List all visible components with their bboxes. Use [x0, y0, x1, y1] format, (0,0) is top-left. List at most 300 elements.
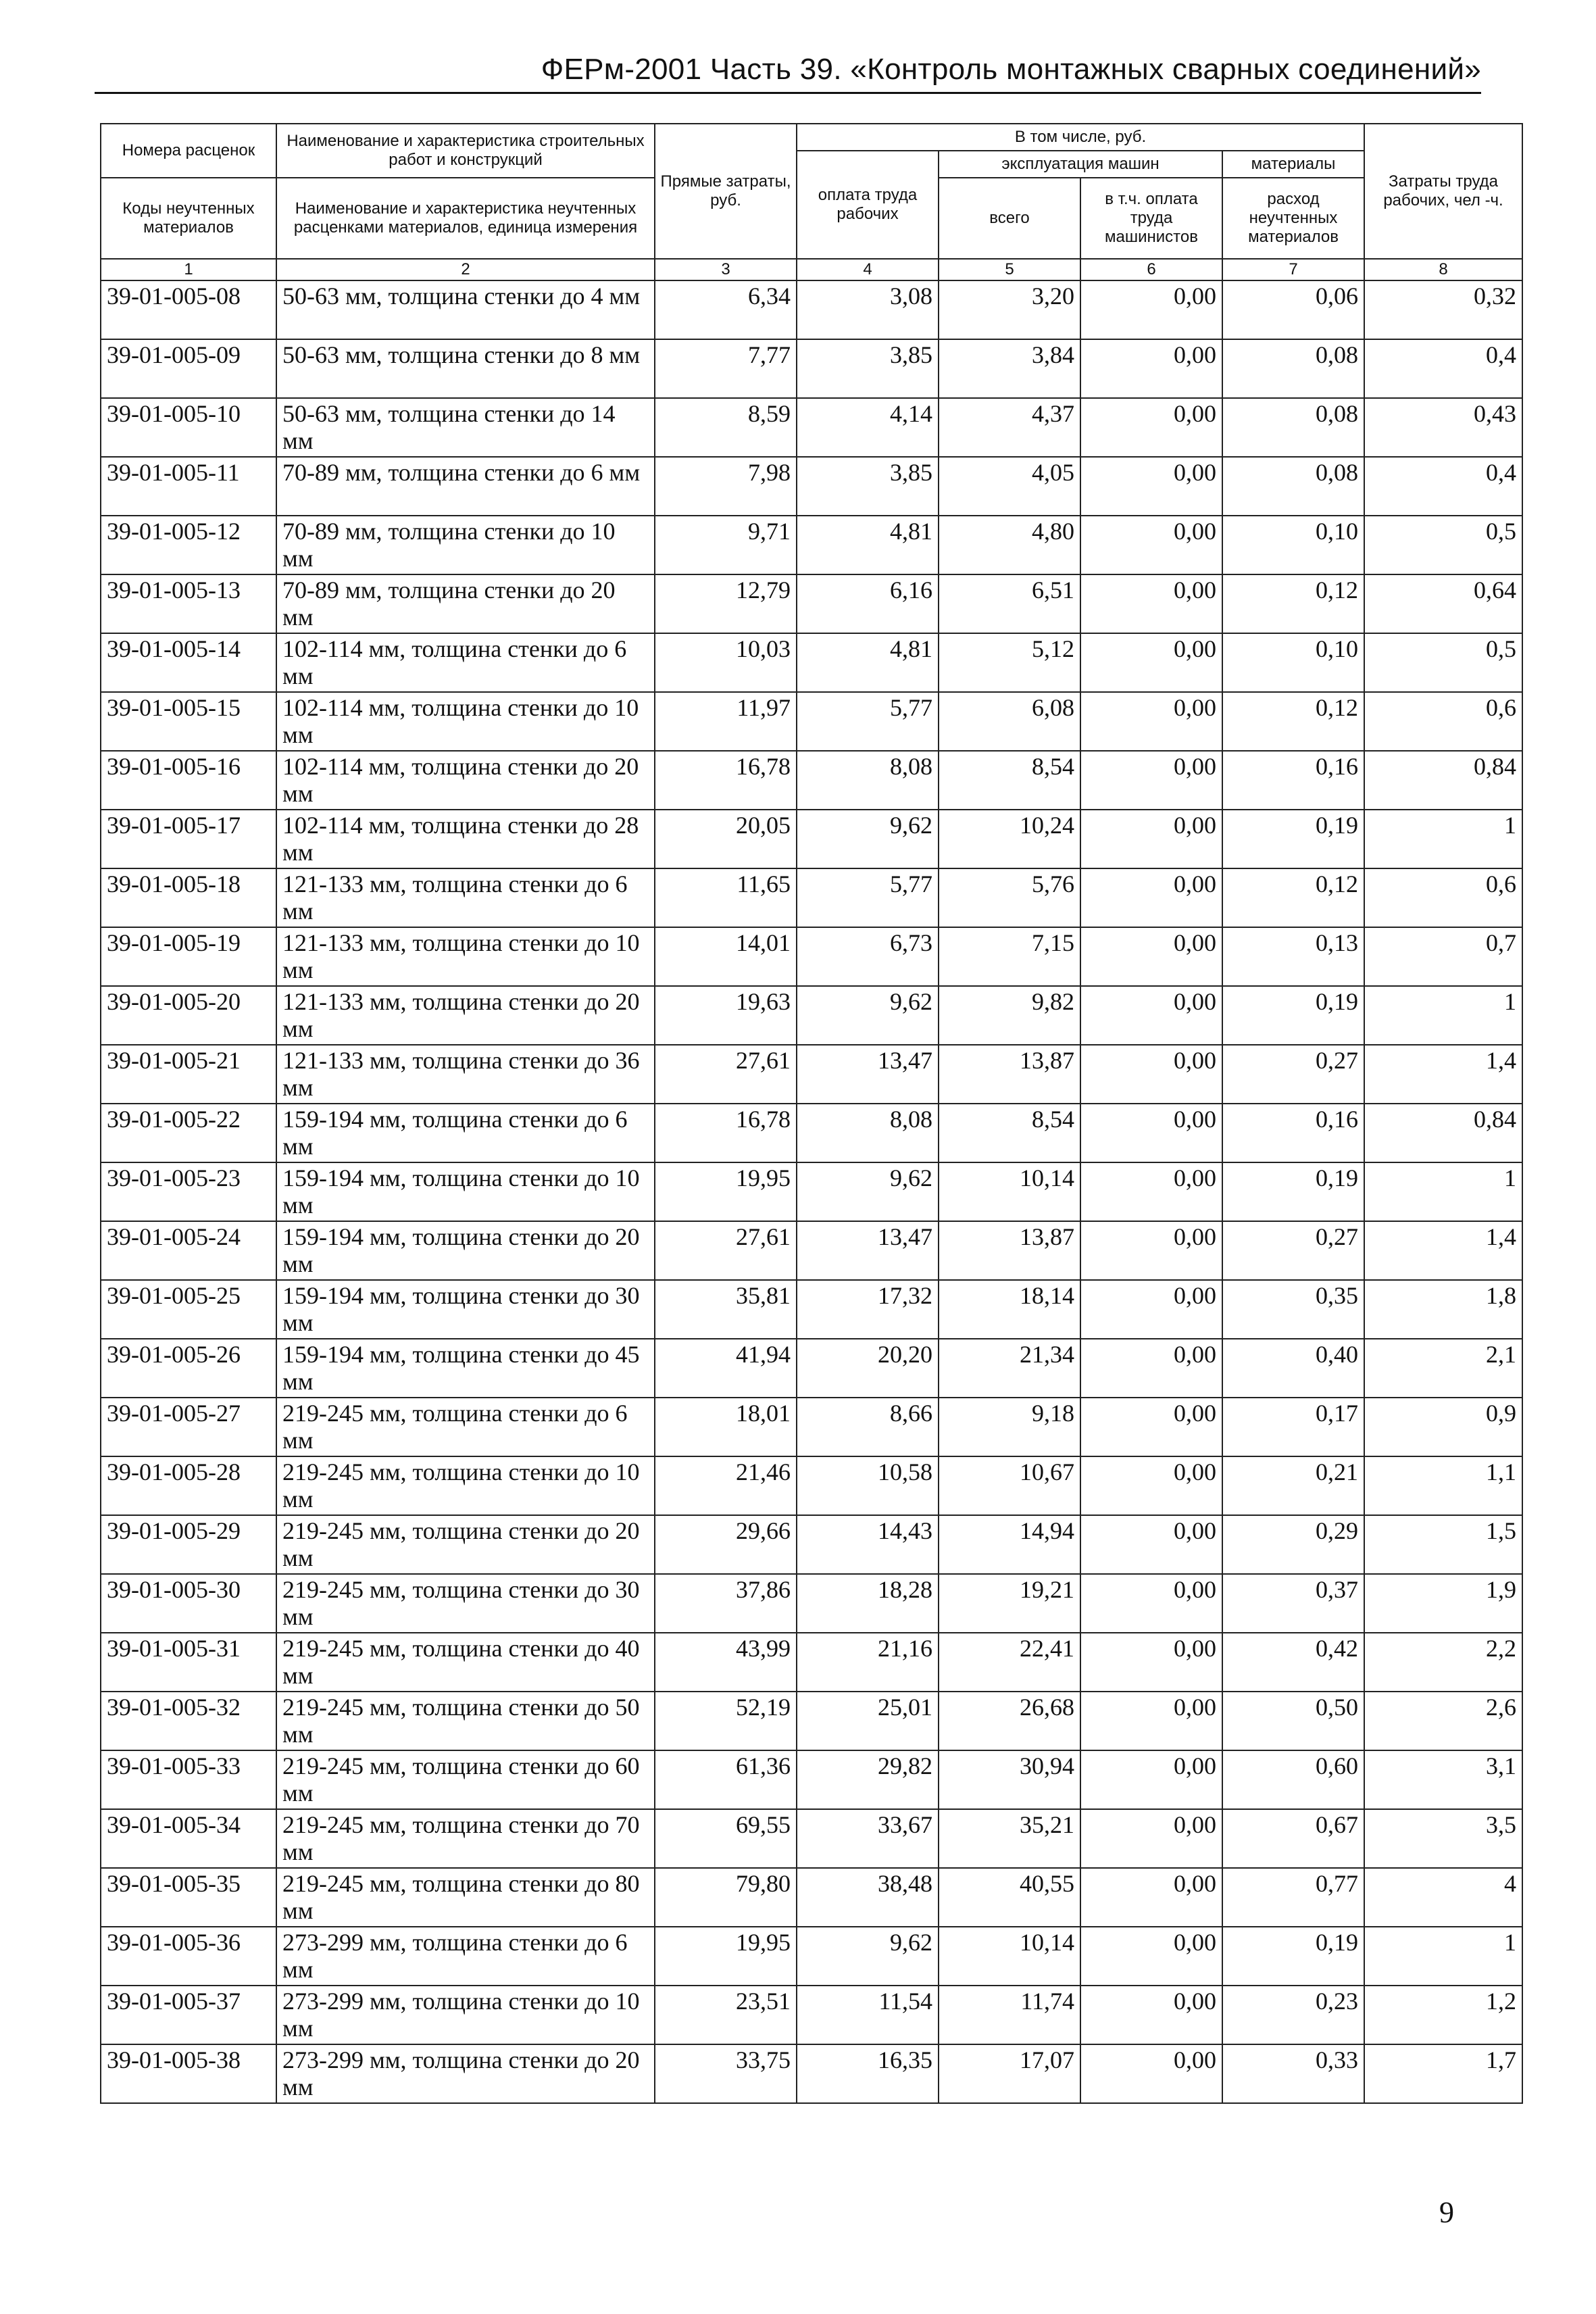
table-row [101, 1456, 1522, 1515]
direct-costs-cell: 11,97 [655, 692, 797, 751]
labor-costs-cell: 0,5 [1364, 516, 1522, 574]
work-description-cell: 219-245 мм, толщина стенки до 80 мм [276, 1868, 655, 1927]
column-number: 4 [797, 259, 939, 280]
worker-pay-cell: 18,28 [797, 1574, 939, 1633]
labor-costs-cell: 1 [1364, 1162, 1522, 1221]
materials-cell: 0,10 [1222, 516, 1364, 574]
operator-pay-cell: 0,00 [1080, 339, 1222, 398]
table-row [101, 868, 1522, 927]
machine-total-cell: 10,14 [939, 1927, 1080, 1986]
worker-pay-cell: 4,14 [797, 398, 939, 457]
labor-costs-cell: 1,4 [1364, 1221, 1522, 1280]
work-description-cell: 219-245 мм, толщина стенки до 50 мм [276, 1692, 655, 1750]
rate-code-cell: 39-01-005-12 [101, 516, 276, 574]
labor-costs-cell: 0,6 [1364, 692, 1522, 751]
table-row [101, 1750, 1522, 1809]
machine-total-cell: 3,84 [939, 339, 1080, 398]
materials-cell: 0,37 [1222, 1574, 1364, 1633]
labor-costs-cell: 1,5 [1364, 1515, 1522, 1574]
machine-total-cell: 13,87 [939, 1045, 1080, 1104]
rate-code-cell: 39-01-005-17 [101, 810, 276, 868]
direct-costs-cell: 37,86 [655, 1574, 797, 1633]
direct-costs-cell: 19,95 [655, 1162, 797, 1221]
machine-total-cell: 5,76 [939, 868, 1080, 927]
column-number: 7 [1222, 259, 1364, 280]
worker-pay-cell: 9,62 [797, 986, 939, 1045]
work-description-cell: 50-63 мм, толщина стенки до 14 мм [276, 398, 655, 457]
labor-costs-cell: 1 [1364, 986, 1522, 1045]
materials-cell: 0,67 [1222, 1809, 1364, 1868]
header-operator-pay: в т.ч. оплата труда машинистов [1080, 178, 1222, 259]
rate-code-cell: 39-01-005-27 [101, 1398, 276, 1456]
machine-total-cell: 21,34 [939, 1339, 1080, 1398]
machine-total-cell: 17,07 [939, 2044, 1080, 2103]
header-work-name: Наименование и характеристика строительных работ и конструкций [276, 124, 655, 178]
worker-pay-cell: 9,62 [797, 1927, 939, 1986]
direct-costs-cell: 33,75 [655, 2044, 797, 2103]
materials-cell: 0,42 [1222, 1633, 1364, 1692]
worker-pay-cell: 14,43 [797, 1515, 939, 1574]
materials-cell: 0,19 [1222, 1162, 1364, 1221]
operator-pay-cell: 0,00 [1080, 1692, 1222, 1750]
operator-pay-cell: 0,00 [1080, 1574, 1222, 1633]
work-description-cell: 219-245 мм, толщина стенки до 30 мм [276, 1574, 655, 1633]
operator-pay-cell: 0,00 [1080, 516, 1222, 574]
work-description-cell: 121-133 мм, толщина стенки до 36 мм [276, 1045, 655, 1104]
materials-cell: 0,60 [1222, 1750, 1364, 1809]
work-description-cell: 219-245 мм, толщина стенки до 10 мм [276, 1456, 655, 1515]
direct-costs-cell: 43,99 [655, 1633, 797, 1692]
column-number: 3 [655, 259, 797, 280]
materials-cell: 0,08 [1222, 398, 1364, 457]
column-number: 1 [101, 259, 276, 280]
materials-cell: 0,19 [1222, 810, 1364, 868]
column-number: 2 [276, 259, 655, 280]
table-row [101, 1868, 1522, 1927]
worker-pay-cell: 9,62 [797, 1162, 939, 1221]
column-number: 8 [1364, 259, 1522, 280]
labor-costs-cell: 0,84 [1364, 751, 1522, 810]
machine-total-cell: 5,12 [939, 633, 1080, 692]
work-description-cell: 273-299 мм, толщина стенки до 6 мм [276, 1927, 655, 1986]
direct-costs-cell: 19,63 [655, 986, 797, 1045]
work-description-cell: 159-194 мм, толщина стенки до 20 мм [276, 1221, 655, 1280]
column-number: 5 [939, 259, 1080, 280]
labor-costs-cell: 3,1 [1364, 1750, 1522, 1809]
machine-total-cell: 19,21 [939, 1574, 1080, 1633]
direct-costs-cell: 10,03 [655, 633, 797, 692]
operator-pay-cell: 0,00 [1080, 1927, 1222, 1986]
direct-costs-cell: 27,61 [655, 1045, 797, 1104]
header-worker-pay: оплата труда рабочих [797, 151, 939, 259]
table-row [101, 1045, 1522, 1104]
operator-pay-cell: 0,00 [1080, 1339, 1222, 1398]
rate-code-cell: 39-01-005-22 [101, 1104, 276, 1162]
rate-code-cell: 39-01-005-21 [101, 1045, 276, 1104]
work-description-cell: 159-194 мм, толщина стенки до 30 мм [276, 1280, 655, 1339]
header-material-codes: Коды неучтенных материалов [101, 178, 276, 259]
worker-pay-cell: 11,54 [797, 1986, 939, 2044]
worker-pay-cell: 3,85 [797, 339, 939, 398]
materials-cell: 0,06 [1222, 280, 1364, 339]
labor-costs-cell: 1,2 [1364, 1986, 1522, 2044]
operator-pay-cell: 0,00 [1080, 1104, 1222, 1162]
worker-pay-cell: 8,08 [797, 1104, 939, 1162]
materials-cell: 0,40 [1222, 1339, 1364, 1398]
rate-code-cell: 39-01-005-28 [101, 1456, 276, 1515]
table-row [101, 1633, 1522, 1692]
operator-pay-cell: 0,00 [1080, 1398, 1222, 1456]
labor-costs-cell: 1 [1364, 1927, 1522, 1986]
direct-costs-cell: 79,80 [655, 1868, 797, 1927]
header-machine-operation: эксплуатация машин [939, 151, 1222, 178]
worker-pay-cell: 21,16 [797, 1633, 939, 1692]
materials-cell: 0,16 [1222, 751, 1364, 810]
work-description-cell: 159-194 мм, толщина стенки до 6 мм [276, 1104, 655, 1162]
rate-code-cell: 39-01-005-20 [101, 986, 276, 1045]
operator-pay-cell: 0,00 [1080, 457, 1222, 516]
labor-costs-cell: 1,1 [1364, 1456, 1522, 1515]
labor-costs-cell: 0,5 [1364, 633, 1522, 692]
rate-code-cell: 39-01-005-15 [101, 692, 276, 751]
machine-total-cell: 6,51 [939, 574, 1080, 633]
operator-pay-cell: 0,00 [1080, 1045, 1222, 1104]
operator-pay-cell: 0,00 [1080, 398, 1222, 457]
machine-total-cell: 4,80 [939, 516, 1080, 574]
direct-costs-cell: 21,46 [655, 1456, 797, 1515]
worker-pay-cell: 17,32 [797, 1280, 939, 1339]
machine-total-cell: 8,54 [939, 1104, 1080, 1162]
operator-pay-cell: 0,00 [1080, 868, 1222, 927]
labor-costs-cell: 2,6 [1364, 1692, 1522, 1750]
labor-costs-cell: 0,9 [1364, 1398, 1522, 1456]
direct-costs-cell: 14,01 [655, 927, 797, 986]
machine-total-cell: 30,94 [939, 1750, 1080, 1809]
worker-pay-cell: 5,77 [797, 868, 939, 927]
worker-pay-cell: 3,08 [797, 280, 939, 339]
materials-cell: 0,10 [1222, 633, 1364, 692]
work-description-cell: 159-194 мм, толщина стенки до 10 мм [276, 1162, 655, 1221]
work-description-cell: 219-245 мм, толщина стенки до 40 мм [276, 1633, 655, 1692]
operator-pay-cell: 0,00 [1080, 280, 1222, 339]
worker-pay-cell: 29,82 [797, 1750, 939, 1809]
table-row [101, 574, 1522, 633]
rate-code-cell: 39-01-005-25 [101, 1280, 276, 1339]
worker-pay-cell: 4,81 [797, 633, 939, 692]
work-description-cell: 121-133 мм, толщина стенки до 6 мм [276, 868, 655, 927]
direct-costs-cell: 7,77 [655, 339, 797, 398]
worker-pay-cell: 13,47 [797, 1221, 939, 1280]
operator-pay-cell: 0,00 [1080, 1986, 1222, 2044]
machine-total-cell: 7,15 [939, 927, 1080, 986]
direct-costs-cell: 6,34 [655, 280, 797, 339]
table-row [101, 1515, 1522, 1574]
table-row [101, 810, 1522, 868]
work-description-cell: 219-245 мм, толщина стенки до 20 мм [276, 1515, 655, 1574]
work-description-cell: 102-114 мм, толщина стенки до 28 мм [276, 810, 655, 868]
operator-pay-cell: 0,00 [1080, 1809, 1222, 1868]
machine-total-cell: 13,87 [939, 1221, 1080, 1280]
table-row [101, 1398, 1522, 1456]
labor-costs-cell: 1,4 [1364, 1045, 1522, 1104]
labor-costs-cell: 0,43 [1364, 398, 1522, 457]
rate-code-cell: 39-01-005-23 [101, 1162, 276, 1221]
rate-code-cell: 39-01-005-08 [101, 280, 276, 339]
rate-code-cell: 39-01-005-30 [101, 1574, 276, 1633]
machine-total-cell: 3,20 [939, 280, 1080, 339]
worker-pay-cell: 9,62 [797, 810, 939, 868]
materials-cell: 0,19 [1222, 986, 1364, 1045]
work-description-cell: 102-114 мм, толщина стенки до 20 мм [276, 751, 655, 810]
work-description-cell: 273-299 мм, толщина стенки до 20 мм [276, 2044, 655, 2103]
rate-code-cell: 39-01-005-31 [101, 1633, 276, 1692]
rate-code-cell: 39-01-005-16 [101, 751, 276, 810]
table-row [101, 1221, 1522, 1280]
table-row [101, 398, 1522, 457]
header-rate-number: Номера расценок [101, 124, 276, 178]
worker-pay-cell: 25,01 [797, 1692, 939, 1750]
operator-pay-cell: 0,00 [1080, 1750, 1222, 1809]
materials-cell: 0,12 [1222, 868, 1364, 927]
operator-pay-cell: 0,00 [1080, 1280, 1222, 1339]
machine-total-cell: 4,37 [939, 398, 1080, 457]
work-description-cell: 50-63 мм, толщина стенки до 4 мм [276, 280, 655, 339]
rate-code-cell: 39-01-005-33 [101, 1750, 276, 1809]
machine-total-cell: 11,74 [939, 1986, 1080, 2044]
operator-pay-cell: 0,00 [1080, 633, 1222, 692]
header-unaccounted-materials: расход неучтенных материалов [1222, 178, 1364, 259]
worker-pay-cell: 5,77 [797, 692, 939, 751]
work-description-cell: 102-114 мм, толщина стенки до 6 мм [276, 633, 655, 692]
operator-pay-cell: 0,00 [1080, 810, 1222, 868]
work-description-cell: 219-245 мм, толщина стенки до 6 мм [276, 1398, 655, 1456]
operator-pay-cell: 0,00 [1080, 1221, 1222, 1280]
rate-code-cell: 39-01-005-36 [101, 1927, 276, 1986]
page-title: ФЕРм-2001 Часть 39. «Контроль монтажных сварных соединений» [541, 53, 1481, 86]
labor-costs-cell: 1,7 [1364, 2044, 1522, 2103]
table-row [101, 986, 1522, 1045]
materials-cell: 0,35 [1222, 1280, 1364, 1339]
worker-pay-cell: 38,48 [797, 1868, 939, 1927]
operator-pay-cell: 0,00 [1080, 692, 1222, 751]
worker-pay-cell: 20,20 [797, 1339, 939, 1398]
machine-total-cell: 26,68 [939, 1692, 1080, 1750]
operator-pay-cell: 0,00 [1080, 1633, 1222, 1692]
machine-total-cell: 4,05 [939, 457, 1080, 516]
column-number: 6 [1080, 259, 1222, 280]
work-description-cell: 70-89 мм, толщина стенки до 6 мм [276, 457, 655, 516]
work-description-cell: 219-245 мм, толщина стенки до 60 мм [276, 1750, 655, 1809]
worker-pay-cell: 8,08 [797, 751, 939, 810]
table-row [101, 1162, 1522, 1221]
materials-cell: 0,08 [1222, 339, 1364, 398]
labor-costs-cell: 2,2 [1364, 1633, 1522, 1692]
operator-pay-cell: 0,00 [1080, 1162, 1222, 1221]
worker-pay-cell: 3,85 [797, 457, 939, 516]
work-description-cell: 121-133 мм, толщина стенки до 10 мм [276, 927, 655, 986]
table-row [101, 633, 1522, 692]
machine-total-cell: 9,18 [939, 1398, 1080, 1456]
materials-cell: 0,13 [1222, 927, 1364, 986]
rate-code-cell: 39-01-005-34 [101, 1809, 276, 1868]
table-row [101, 280, 1522, 339]
table-row [101, 2044, 1522, 2103]
table-row [101, 1574, 1522, 1633]
machine-total-cell: 6,08 [939, 692, 1080, 751]
rate-code-cell: 39-01-005-10 [101, 398, 276, 457]
direct-costs-cell: 8,59 [655, 398, 797, 457]
work-description-cell: 102-114 мм, толщина стенки до 10 мм [276, 692, 655, 751]
direct-costs-cell: 12,79 [655, 574, 797, 633]
materials-cell: 0,12 [1222, 692, 1364, 751]
header-direct-costs: Прямые затраты, руб. [655, 124, 797, 259]
operator-pay-cell: 0,00 [1080, 1515, 1222, 1574]
direct-costs-cell: 16,78 [655, 1104, 797, 1162]
direct-costs-cell: 19,95 [655, 1927, 797, 1986]
operator-pay-cell: 0,00 [1080, 1868, 1222, 1927]
worker-pay-cell: 10,58 [797, 1456, 939, 1515]
rate-code-cell: 39-01-005-13 [101, 574, 276, 633]
table-row [101, 516, 1522, 574]
machine-total-cell: 35,21 [939, 1809, 1080, 1868]
direct-costs-cell: 16,78 [655, 751, 797, 810]
labor-costs-cell: 4 [1364, 1868, 1522, 1927]
labor-costs-cell: 0,4 [1364, 457, 1522, 516]
rate-code-cell: 39-01-005-19 [101, 927, 276, 986]
materials-cell: 0,08 [1222, 457, 1364, 516]
materials-cell: 0,29 [1222, 1515, 1364, 1574]
worker-pay-cell: 33,67 [797, 1809, 939, 1868]
materials-cell: 0,17 [1222, 1398, 1364, 1456]
materials-cell: 0,77 [1222, 1868, 1364, 1927]
operator-pay-cell: 0,00 [1080, 927, 1222, 986]
rate-code-cell: 39-01-005-32 [101, 1692, 276, 1750]
worker-pay-cell: 4,81 [797, 516, 939, 574]
table-row [101, 1986, 1522, 2044]
worker-pay-cell: 8,66 [797, 1398, 939, 1456]
labor-costs-cell: 1,8 [1364, 1280, 1522, 1339]
rate-code-cell: 39-01-005-35 [101, 1868, 276, 1927]
worker-pay-cell: 6,16 [797, 574, 939, 633]
work-description-cell: 159-194 мм, толщина стенки до 45 мм [276, 1339, 655, 1398]
work-description-cell: 70-89 мм, толщина стенки до 10 мм [276, 516, 655, 574]
machine-total-cell: 8,54 [939, 751, 1080, 810]
table-row [101, 1927, 1522, 1986]
labor-costs-cell: 0,32 [1364, 280, 1522, 339]
table-row [101, 1809, 1522, 1868]
labor-costs-cell: 0,64 [1364, 574, 1522, 633]
materials-cell: 0,16 [1222, 1104, 1364, 1162]
materials-cell: 0,19 [1222, 1927, 1364, 1986]
rates-table [100, 123, 1523, 2104]
header-including: В том числе, руб. [797, 124, 1364, 151]
labor-costs-cell: 0,4 [1364, 339, 1522, 398]
page-number: 9 [1439, 2196, 1454, 2229]
work-description-cell: 219-245 мм, толщина стенки до 70 мм [276, 1809, 655, 1868]
header-labor-costs: Затраты труда рабочих, чел -ч. [1364, 124, 1522, 259]
worker-pay-cell: 13,47 [797, 1045, 939, 1104]
direct-costs-cell: 11,65 [655, 868, 797, 927]
labor-costs-cell: 0,7 [1364, 927, 1522, 986]
labor-costs-cell: 3,5 [1364, 1809, 1522, 1868]
machine-total-cell: 14,94 [939, 1515, 1080, 1574]
machine-total-cell: 22,41 [939, 1633, 1080, 1692]
labor-costs-cell: 0,6 [1364, 868, 1522, 927]
operator-pay-cell: 0,00 [1080, 1456, 1222, 1515]
materials-cell: 0,33 [1222, 2044, 1364, 2103]
rate-code-cell: 39-01-005-26 [101, 1339, 276, 1398]
title-rule [95, 92, 1481, 94]
work-description-cell: 121-133 мм, толщина стенки до 20 мм [276, 986, 655, 1045]
rate-code-cell: 39-01-005-11 [101, 457, 276, 516]
table-row [101, 1692, 1522, 1750]
materials-cell: 0,27 [1222, 1045, 1364, 1104]
direct-costs-cell: 69,55 [655, 1809, 797, 1868]
worker-pay-cell: 6,73 [797, 927, 939, 986]
work-description-cell: 50-63 мм, толщина стенки до 8 мм [276, 339, 655, 398]
header-material-name: Наименование и характеристика неучтенных расценками материалов, единица измерения [276, 178, 655, 259]
rate-code-cell: 39-01-005-29 [101, 1515, 276, 1574]
materials-cell: 0,50 [1222, 1692, 1364, 1750]
table-row [101, 339, 1522, 398]
direct-costs-cell: 27,61 [655, 1221, 797, 1280]
table-row [101, 927, 1522, 986]
work-description-cell: 70-89 мм, толщина стенки до 20 мм [276, 574, 655, 633]
operator-pay-cell: 0,00 [1080, 2044, 1222, 2103]
rate-code-cell: 39-01-005-24 [101, 1221, 276, 1280]
direct-costs-cell: 9,71 [655, 516, 797, 574]
operator-pay-cell: 0,00 [1080, 986, 1222, 1045]
direct-costs-cell: 20,05 [655, 810, 797, 868]
machine-total-cell: 40,55 [939, 1868, 1080, 1927]
machine-total-cell: 9,82 [939, 986, 1080, 1045]
materials-cell: 0,21 [1222, 1456, 1364, 1515]
operator-pay-cell: 0,00 [1080, 574, 1222, 633]
rate-code-cell: 39-01-005-09 [101, 339, 276, 398]
direct-costs-cell: 7,98 [655, 457, 797, 516]
materials-cell: 0,27 [1222, 1221, 1364, 1280]
materials-cell: 0,23 [1222, 1986, 1364, 2044]
table-row [101, 1280, 1522, 1339]
labor-costs-cell: 1 [1364, 810, 1522, 868]
worker-pay-cell: 16,35 [797, 2044, 939, 2103]
table-row [101, 1339, 1522, 1398]
machine-total-cell: 18,14 [939, 1280, 1080, 1339]
machine-total-cell: 10,67 [939, 1456, 1080, 1515]
table-row [101, 692, 1522, 751]
labor-costs-cell: 0,84 [1364, 1104, 1522, 1162]
work-description-cell: 273-299 мм, толщина стенки до 10 мм [276, 1986, 655, 2044]
direct-costs-cell: 41,94 [655, 1339, 797, 1398]
direct-costs-cell: 23,51 [655, 1986, 797, 2044]
header-machine-total: всего [939, 178, 1080, 259]
table-row [101, 751, 1522, 810]
direct-costs-cell: 18,01 [655, 1398, 797, 1456]
machine-total-cell: 10,24 [939, 810, 1080, 868]
machine-total-cell: 10,14 [939, 1162, 1080, 1221]
direct-costs-cell: 52,19 [655, 1692, 797, 1750]
direct-costs-cell: 61,36 [655, 1750, 797, 1809]
operator-pay-cell: 0,00 [1080, 751, 1222, 810]
rate-code-cell: 39-01-005-37 [101, 1986, 276, 2044]
labor-costs-cell: 2,1 [1364, 1339, 1522, 1398]
materials-cell: 0,12 [1222, 574, 1364, 633]
direct-costs-cell: 29,66 [655, 1515, 797, 1574]
rate-code-cell: 39-01-005-38 [101, 2044, 276, 2103]
rate-code-cell: 39-01-005-18 [101, 868, 276, 927]
direct-costs-cell: 35,81 [655, 1280, 797, 1339]
header-materials: материалы [1222, 151, 1364, 178]
